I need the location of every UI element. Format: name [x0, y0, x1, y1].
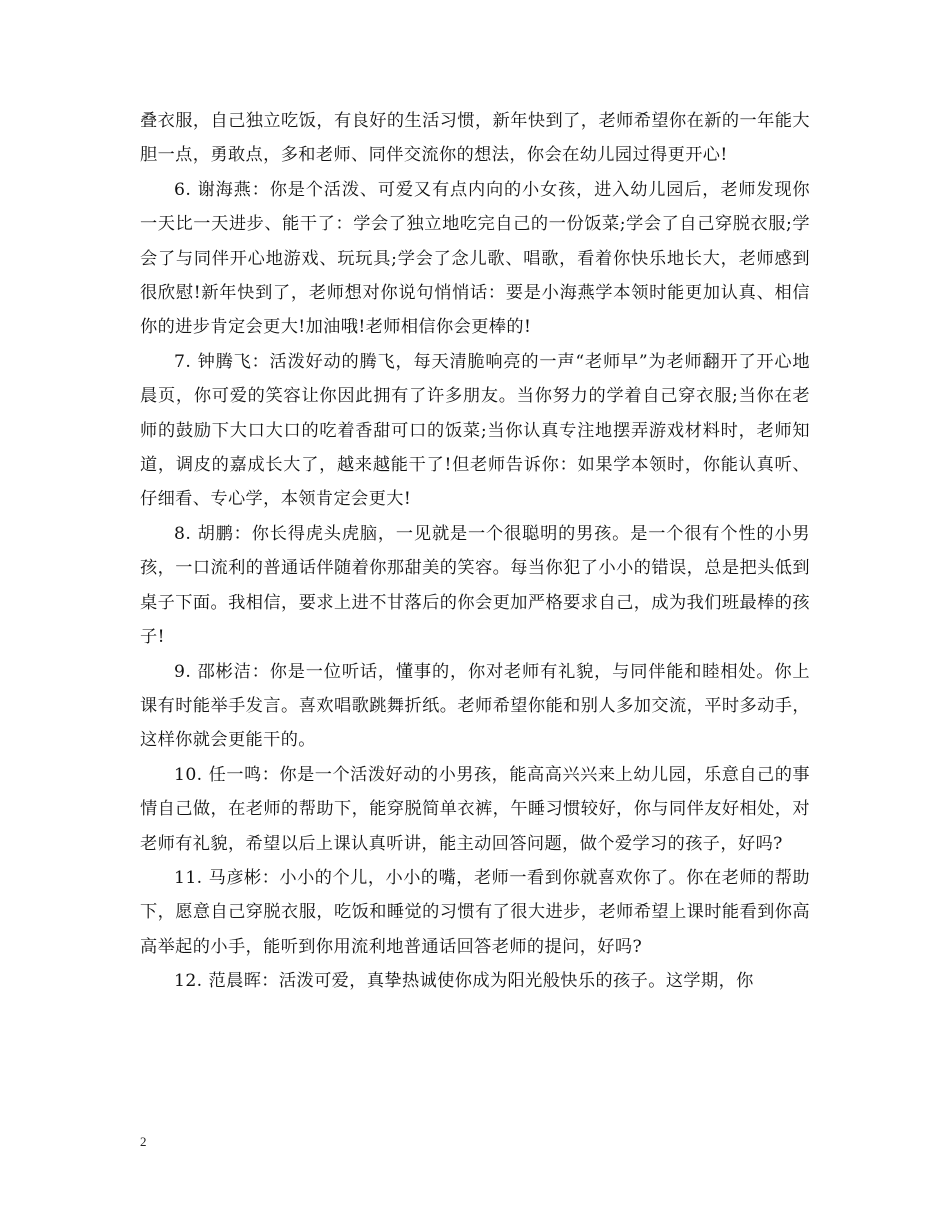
paragraph-item-12: [140, 964, 810, 998]
paragraph-item-7: [140, 345, 810, 517]
paragraph-item-11: [140, 861, 810, 964]
paragraph-item-10: [140, 758, 810, 861]
paragraph-text: 马彦彬：小小的个儿，小小的嘴，老师一看到你就喜欢你了。你在老师的帮助下，愿意自己穿脱衣服，吃饭和睡觉的习惯有了很大进步，老师希望上课时能看到你高高举起的小手，能听到你用流利地普通话回答老师的提问，好吗?: [140, 867, 810, 957]
paragraph-number: 10.: [174, 764, 203, 785]
paragraph-text: 范晨晖：活泼可爱，真挚热诚使你成为阳光般快乐的孩子。这学期，你: [208, 971, 754, 992]
paragraph-text: 钟腾飞：活泼好动的腾飞，每天清脆响亮的一声“老师早”为老师翻开了开心地晨页，你可爱的笑容让你因此拥有了许多朋友。当你努力的学着自己穿衣服;当你在老师的鼓励下大口大口的吃着香甜可口的饭菜;当你认真专注地摆弄游戏材料时，老师知道，调皮的嘉成长大了，越来越能干了!但老师告诉你：如果学本领时，你能认真听、仔细看、专心学，本领肯定会更大!: [140, 351, 810, 510]
paragraph-number: 9.: [174, 661, 192, 682]
paragraph-number: 11.: [174, 867, 203, 888]
paragraph-item-6: [140, 173, 810, 345]
paragraph-number: 12.: [174, 971, 203, 992]
paragraph-text: 邵彬洁：你是一位听话，懂事的，你对老师有礼貌，与同伴能和睦相处。你上课有时能举手发言。喜欢唱歌跳舞折纸。老师希望你能和别人多加交流，平时多动手，这样你就会更能干的。: [140, 661, 810, 751]
document-body: [140, 104, 810, 999]
paragraph-number: 8.: [174, 523, 192, 544]
paragraph-text: 胡鹏：你长得虎头虎脑，一见就是一个很聪明的男孩。是一个很有个性的小男孩，一口流利的普通话伴随着你那甜美的笑容。每当你犯了小小的错误，总是把头低到桌子下面。我相信，要求上进不甘落后的你会更加严格要求自己，成为我们班最棒的孩子!: [140, 523, 810, 648]
paragraph-continuation: [140, 104, 810, 173]
paragraph-item-8: [140, 517, 810, 655]
paragraph-text: 叠衣服，自己独立吃饭，有良好的生活习惯，新年快到了，老师希望你在新的一年能大胆一点，勇敢点，多和老师、同伴交流你的想法，你会在幼儿园过得更开心!: [140, 111, 810, 166]
paragraph-number: 7.: [174, 351, 192, 372]
paragraph-item-9: [140, 655, 810, 758]
page-number: 2: [140, 1134, 147, 1149]
paragraph-number: 6.: [174, 179, 192, 200]
paragraph-text: 谢海燕：你是个活泼、可爱又有点内向的小女孩，进入幼儿园后，老师发现你一天比一天进步、能干了：学会了独立地吃完自己的一份饭菜;学会了自己穿脱衣服;学会了与同伴开心地游戏、玩玩具;学会了念儿歌、唱歌，看着你快乐地长大，老师感到很欣慰!新年快到了，老师想对你说句悄悄话：要是小海燕学本领时能更加认真、相信你的进步肯定会更大!加油哦!老师相信你会更棒的!: [140, 179, 810, 338]
paragraph-text: 任一鸣：你是一个活泼好动的小男孩，能高高兴兴来上幼儿园，乐意自己的事情自己做，在老师的帮助下，能穿脱简单衣裤，午睡习惯较好，你与同伴友好相处，对老师有礼貌，希望以后上课认真听讲，能主动回答问题，做个爱学习的孩子，好吗?: [140, 764, 810, 854]
